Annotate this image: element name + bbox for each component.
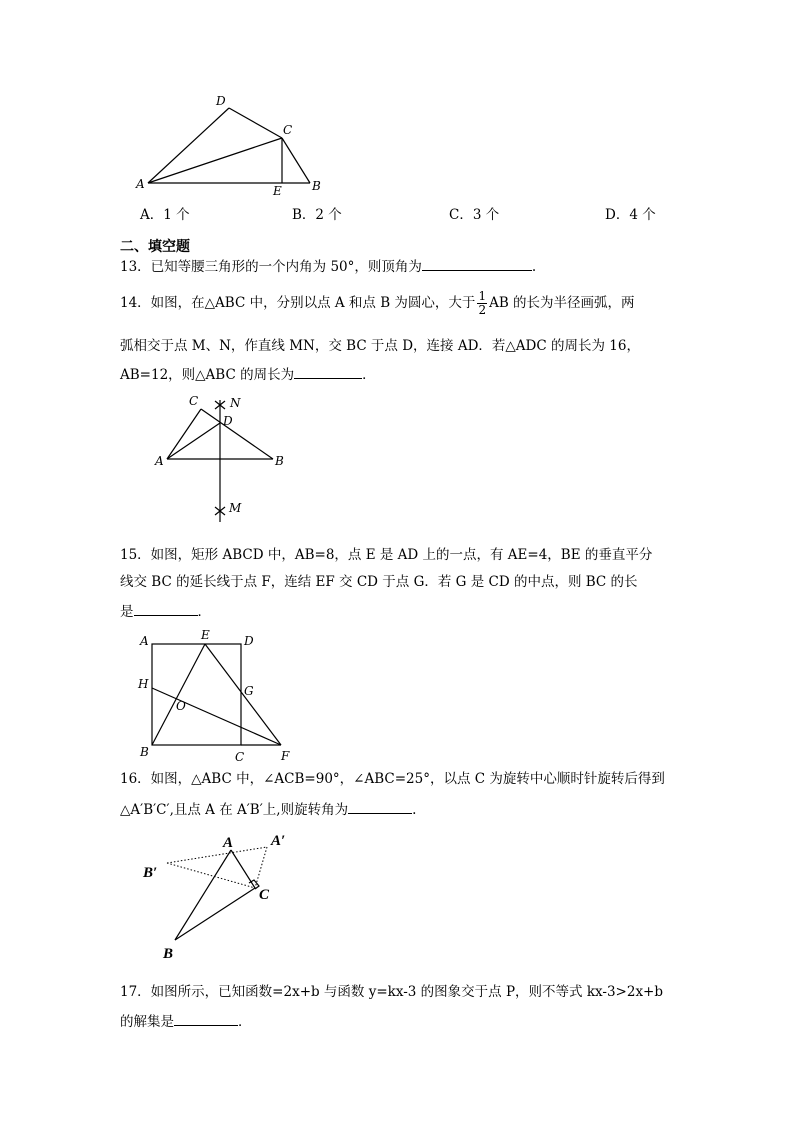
segment-ef	[205, 644, 281, 745]
q14-line1-post: AB 的长为半径画弧，两	[489, 295, 635, 311]
figure-q12	[130, 88, 340, 198]
segment-b2-a2	[167, 847, 267, 863]
label-d: D	[223, 414, 233, 428]
option-a: A．1 个	[140, 207, 190, 223]
figure-q16	[135, 825, 305, 965]
label-d: D	[244, 634, 254, 648]
segment-bc	[175, 888, 255, 940]
segment-hf	[152, 688, 281, 745]
figure-q14	[150, 390, 300, 530]
question-17-line1: 17．如图所示，已知函数=2x+b 与函数 y=kx-3 的图象交于点 P，则不等式 kx-3>2x+b	[120, 984, 664, 1000]
fraction-half	[477, 290, 487, 317]
q16-line2-end: .	[412, 802, 417, 818]
label-c: C	[283, 123, 293, 137]
label-g: G	[244, 684, 254, 698]
label-c: C	[259, 887, 270, 903]
q14-line3-pre: AB=12，则△ABC 的周长为	[120, 367, 295, 383]
q14-line1-pre: 14．如图，在△ABC 中，分别以点 A 和点 B 为圆心，大于	[120, 295, 476, 311]
label-c: C	[189, 394, 199, 408]
label-a: A	[155, 454, 164, 468]
question-14-line1	[120, 290, 635, 317]
segment-be	[152, 644, 205, 745]
segment-a2-c	[255, 847, 267, 888]
q13-end: .	[531, 259, 537, 275]
label-b: B	[140, 745, 149, 759]
label-a-prime: A′	[271, 833, 286, 849]
figure-q15	[130, 628, 305, 768]
q16-line2-pre: △A′B′C′,且点 A 在 A′B′上,则旋转角为	[120, 802, 349, 818]
frac-num: 1	[478, 289, 487, 303]
label-b: B	[312, 179, 321, 193]
label-a: A	[223, 835, 234, 851]
question-17-line2	[120, 1011, 252, 1031]
label-h: H	[138, 677, 149, 691]
label-o: O	[176, 699, 186, 713]
frac-den: 2	[478, 303, 487, 317]
question-13	[120, 256, 536, 276]
label-b-prime: B′	[143, 865, 158, 881]
segment-cb	[201, 409, 273, 459]
label-a: A	[136, 177, 145, 191]
segment-cb	[282, 138, 310, 183]
label-f: F	[281, 749, 290, 763]
label-c: C	[235, 750, 245, 764]
answer-blank-15[interactable]	[134, 601, 198, 616]
question-15-line2: 线交 BC 的延长线于点 F，连结 EF 交 CD 于点 G．若 G 是 CD 的中点，则 BC 的长	[120, 574, 638, 590]
label-m: M	[229, 501, 242, 515]
q15-line3-pre: 是	[120, 604, 134, 620]
q13-text: 13．已知等腰三角形的一个内角为 50°，则顶角为	[120, 259, 422, 275]
label-b: B	[163, 946, 174, 962]
segment-ad	[148, 108, 229, 183]
segment-dc	[229, 108, 282, 138]
q14-line3-end: ．	[362, 367, 376, 383]
label-e: E	[273, 184, 282, 198]
answer-blank-16[interactable]	[348, 799, 412, 814]
question-14-line3	[120, 364, 376, 384]
option-d: D．4 个	[605, 207, 656, 223]
q17-line2-end: ．	[238, 1014, 252, 1030]
option-c: C．3 个	[449, 207, 500, 223]
question-14-line2: 弧相交于点 M、N，作直线 MN，交 BC 于点 D，连接 AD．若△ADC 的周长为 16，	[120, 338, 640, 354]
segment-ac	[148, 138, 282, 183]
question-15-line3	[120, 601, 211, 621]
segment-ab	[175, 850, 231, 940]
label-a: A	[140, 634, 149, 648]
question-16-line2	[120, 799, 416, 819]
label-d: D	[216, 94, 226, 108]
answer-blank-14[interactable]	[294, 364, 362, 379]
question-16-line1: 16．如图，△ABC 中，∠ACB=90°，∠ABC=25°，以点 C 为旋转中心顺时针旋转后得到	[120, 771, 665, 787]
option-b: B．2 个	[292, 207, 342, 223]
segment-ad	[167, 423, 220, 459]
section-heading: 二、填空题	[120, 239, 190, 255]
q15-line3-end: ．	[197, 604, 211, 620]
segment-ca	[167, 409, 201, 459]
question-15-line1: 15．如图，矩形 ABCD 中，AB=8，点 E 是 AD 上的一点，有 AE=4，BE 的垂直平分	[120, 547, 653, 563]
answer-blank-13[interactable]	[422, 256, 532, 271]
label-b: B	[275, 454, 284, 468]
answer-blank-17[interactable]	[174, 1011, 238, 1026]
label-n: N	[230, 396, 241, 410]
label-e: E	[201, 628, 210, 642]
q17-line2-pre: 的解集是	[120, 1014, 174, 1030]
